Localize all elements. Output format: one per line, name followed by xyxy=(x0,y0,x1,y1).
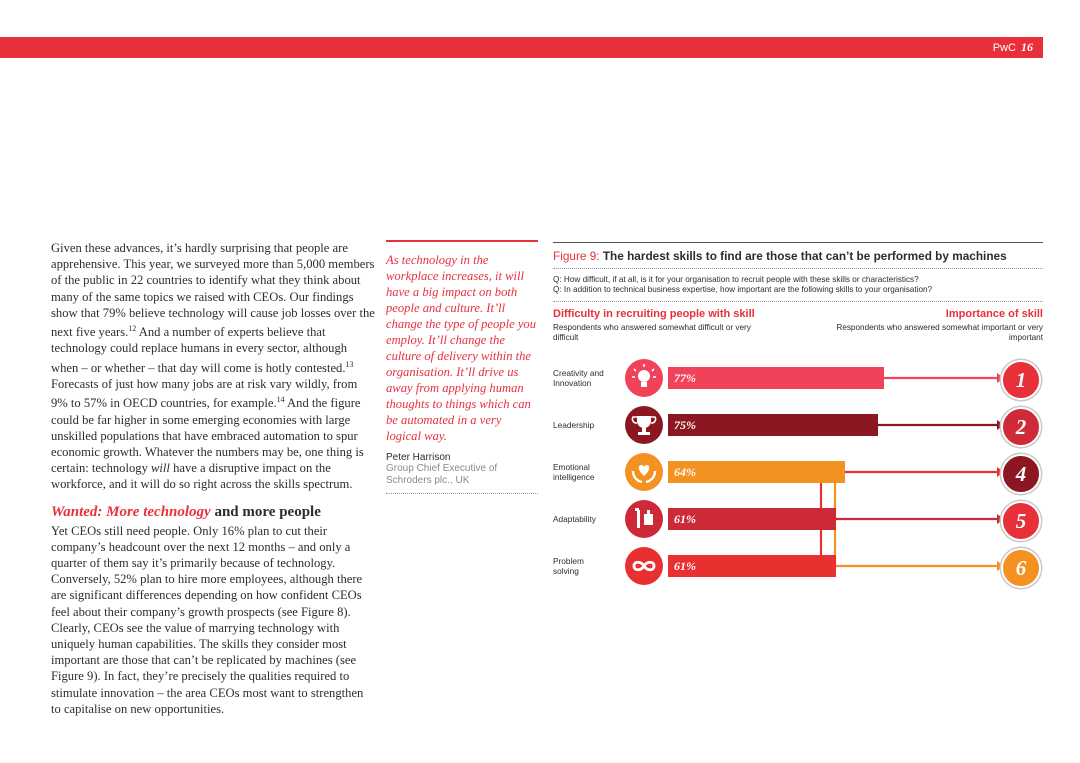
category-label-line: intelligence xyxy=(553,472,595,482)
bar xyxy=(668,508,836,530)
figure-9 xyxy=(553,242,1043,352)
section-heading: Wanted: More technology and more people xyxy=(51,503,321,520)
category-label-line: Leadership xyxy=(553,420,595,430)
difficulty-heading: Difficulty in recruiting people with skill xyxy=(553,307,755,320)
importance-rank-badge xyxy=(1001,454,1041,494)
category-label xyxy=(553,514,615,524)
bar-value-label: 75% xyxy=(674,418,696,432)
footnote-13: 13 xyxy=(345,359,354,369)
importance-rank-badge xyxy=(1001,407,1041,447)
bar xyxy=(668,555,836,577)
importance-heading: Importance of skill xyxy=(945,307,1043,320)
bar xyxy=(668,461,845,483)
page-number-value: 16 xyxy=(1021,40,1033,54)
skills-chart xyxy=(553,355,1048,585)
figure-questions xyxy=(553,275,1043,296)
quote-rule xyxy=(386,240,538,242)
category-label-line: Innovation xyxy=(553,378,592,388)
bar-value-label: 77% xyxy=(674,371,696,385)
figure-title: Figure 9: The hardest skills to find are those that can’t be performed by machines xyxy=(553,249,1007,263)
bar-value-label: 61% xyxy=(674,559,696,573)
bar xyxy=(668,367,884,389)
category-label-line: Creativity and xyxy=(553,368,604,378)
category-label xyxy=(553,420,615,430)
question-2: Q: In addition to technical business expertise, how important are the following skills to your organisation? xyxy=(553,285,933,295)
category-label-line: solving xyxy=(553,566,579,576)
importance-rank-number: 1 xyxy=(1015,368,1027,392)
importance-rank-number: 4 xyxy=(1015,462,1027,486)
lightbulb-icon xyxy=(625,359,663,397)
difficulty-subheading: Respondents who answered somewhat difficult or very difficult xyxy=(553,322,751,342)
importance-rank-number: 5 xyxy=(1015,509,1027,533)
quote-text: As technology in the workplace increases, it will have a big impact on both people and culture. It’ll change the type of people you employ. It’ll change the culture of delivery within the organisation. It’ll drive us away from applying human thoughts to things which can be automated in a very logical way. xyxy=(386,253,537,443)
brand-label: PwC xyxy=(992,42,1016,54)
category-label-line: Problem xyxy=(553,556,584,566)
bar-value-label: 64% xyxy=(674,465,696,479)
category-label-line: Emotional xyxy=(553,462,590,472)
wrench-icon xyxy=(625,500,663,538)
footnote-12: 12 xyxy=(128,324,137,334)
body-text-column xyxy=(51,240,376,717)
trophy-icon xyxy=(625,406,663,444)
quote-author-role: Group Chief Executive of Schroders plc., UK xyxy=(386,463,498,486)
body-paragraph-2: Yet CEOs still need people. Only 16% plan to cut their company’s headcount over the next 12 months – and only a quarter of them say it’s primarily because of technology. Conversely, 52% plan to hire more employees, although there are significant differences depending on how confident CEOs feel about their company’s growth prospects (see Figure 8). Clearly, CEOs see the value of marrying technology with uniquely human capabilities. The skills they consider most important are those that can’t be replicated by machines (see Figure 9). In fact, they’re precisely the qualities required to stimulate innovation – the area CEOs most want to strengthen to capitalise on new opportunities. xyxy=(51,523,364,716)
quote-divider xyxy=(386,493,538,494)
category-label-line: Adaptability xyxy=(553,514,596,524)
body-paragraph-1: Given these advances, it’s hardly surprising that people are apprehensive. This year, we surveyed more than 5,000 members of the public in 22 countries to identify what they think about many of the same topics we raised with CEOs. Our findings show that 79% believe technology will cause job losses over the next five years.$^{12}$ And a number of experts believe that technology could replace humans in every sector, although when – or whether – that day will come is hotly contested.$^{13}$ Forecasts of just how many jobs are at risk vary wildly, from 9% to 57% in OECD countries, for example.$^{14}$ And the figure could be far higher in some emerging economies with large unskilled populations that have embraced automation to spur economic growth. Whatever the numbers may be, one thing is certain: technology will have a disruptive impact on the workforce, and it will do so right across the skills spectrum. xyxy=(51,241,375,492)
importance-subheading: Respondents who answered somewhat important or very important xyxy=(836,322,1043,342)
importance-rank-number: 6 xyxy=(1015,556,1027,580)
importance-rank-badge xyxy=(1001,360,1041,400)
question-1: Q: How difficult, if at all, is it for your organisation to recruit people with these skills or characteristics? xyxy=(553,275,919,284)
pull-quote xyxy=(386,240,538,494)
heart-hands-icon xyxy=(625,453,663,491)
importance-rank-badge xyxy=(1001,548,1041,588)
bar xyxy=(668,414,878,436)
importance-rank-badge xyxy=(1001,501,1041,541)
header-bar xyxy=(0,37,1043,58)
quote-author: Peter Harrison xyxy=(386,452,451,463)
importance-rank-number: 2 xyxy=(1015,415,1027,439)
category-label xyxy=(553,368,615,388)
page-number xyxy=(993,40,1033,55)
bar-value-label: 61% xyxy=(674,512,696,526)
category-label xyxy=(553,462,615,482)
footnote-14: 14 xyxy=(276,395,285,405)
infinity-icon xyxy=(625,547,663,585)
category-label xyxy=(553,556,615,576)
